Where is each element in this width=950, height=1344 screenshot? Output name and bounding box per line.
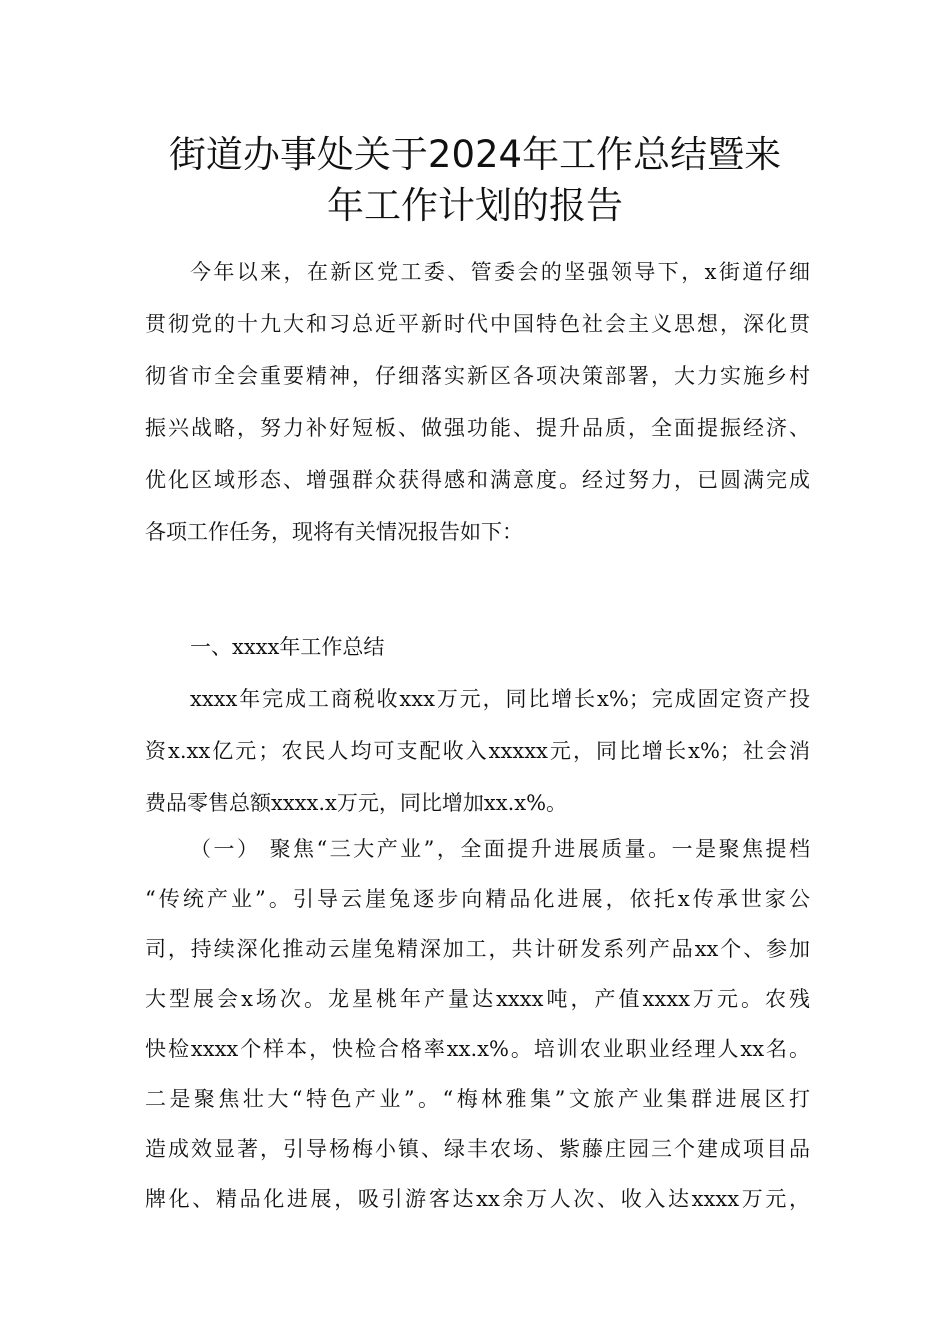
intro-line: 振兴战略，努力补好短板、做强功能、提升品质，全面提振经济、: [145, 416, 810, 440]
subsection-line: 大型展会x场次。龙星桃年产量达xxxx吨，产值xxxx万元。农残: [145, 987, 810, 1011]
intro-line: 今年以来，在新区党工委、管委会的坚强领导下，x街道仔细: [190, 260, 810, 284]
section-heading: 一、xxxx年工作总结: [190, 635, 385, 659]
intro-line: 贯彻党的十九大和习总近平新时代中国特色社会主义思想，深化贯: [145, 312, 810, 336]
subsection-line: 司，持续深化推动云崖兔精深加工，共计研发系列产品xx个、参加: [145, 937, 810, 961]
subsection-line: 牌化、精品化进展，吸引游客达xx余万人次、收入达xxxx万元，: [145, 1187, 810, 1211]
subsection-line: 快检xxxx个样本，快检合格率xx.x%。培训农业职业经理人xx名。: [145, 1037, 810, 1061]
subsection-line: 二是聚焦壮大“特色产业”。“梅林雅集”文旅产业集群进展区打: [145, 1087, 810, 1111]
intro-line: 优化区域形态、增强群众获得感和满意度。经过努力，已圆满完成: [145, 468, 810, 492]
intro-line: 各项工作任务，现将有关情况报告如下：: [145, 520, 523, 544]
subsection-line: 造成效显著，引导杨梅小镇、绿丰农场、紫藤庄园三个建成项目品: [145, 1137, 810, 1161]
summary-line: 费品零售总额xxxx.x万元，同比增加xx.x%。: [145, 791, 568, 815]
intro-line: 彻省市全会重要精神，仔细落实新区各项决策部署，大力实施乡村: [145, 364, 810, 388]
document-title-line-2: 年工作计划的报告: [327, 184, 623, 227]
summary-line: 资x.xx亿元；农民人均可支配收入xxxxx元，同比增长x%；社会消: [145, 739, 810, 763]
summary-line: xxxx年完成工商税收xxx万元，同比增长x%；完成固定资产投: [190, 687, 810, 711]
subsection-line: “传统产业”。引导云崖兔逐步向精品化进展，依托x传承世家公: [145, 887, 810, 911]
document-title-line-1: 街道办事处关于2024年工作总结暨来: [168, 133, 782, 176]
subsection-line: （一） 聚焦“三大产业”，全面提升进展质量。一是聚焦提档: [190, 837, 810, 861]
